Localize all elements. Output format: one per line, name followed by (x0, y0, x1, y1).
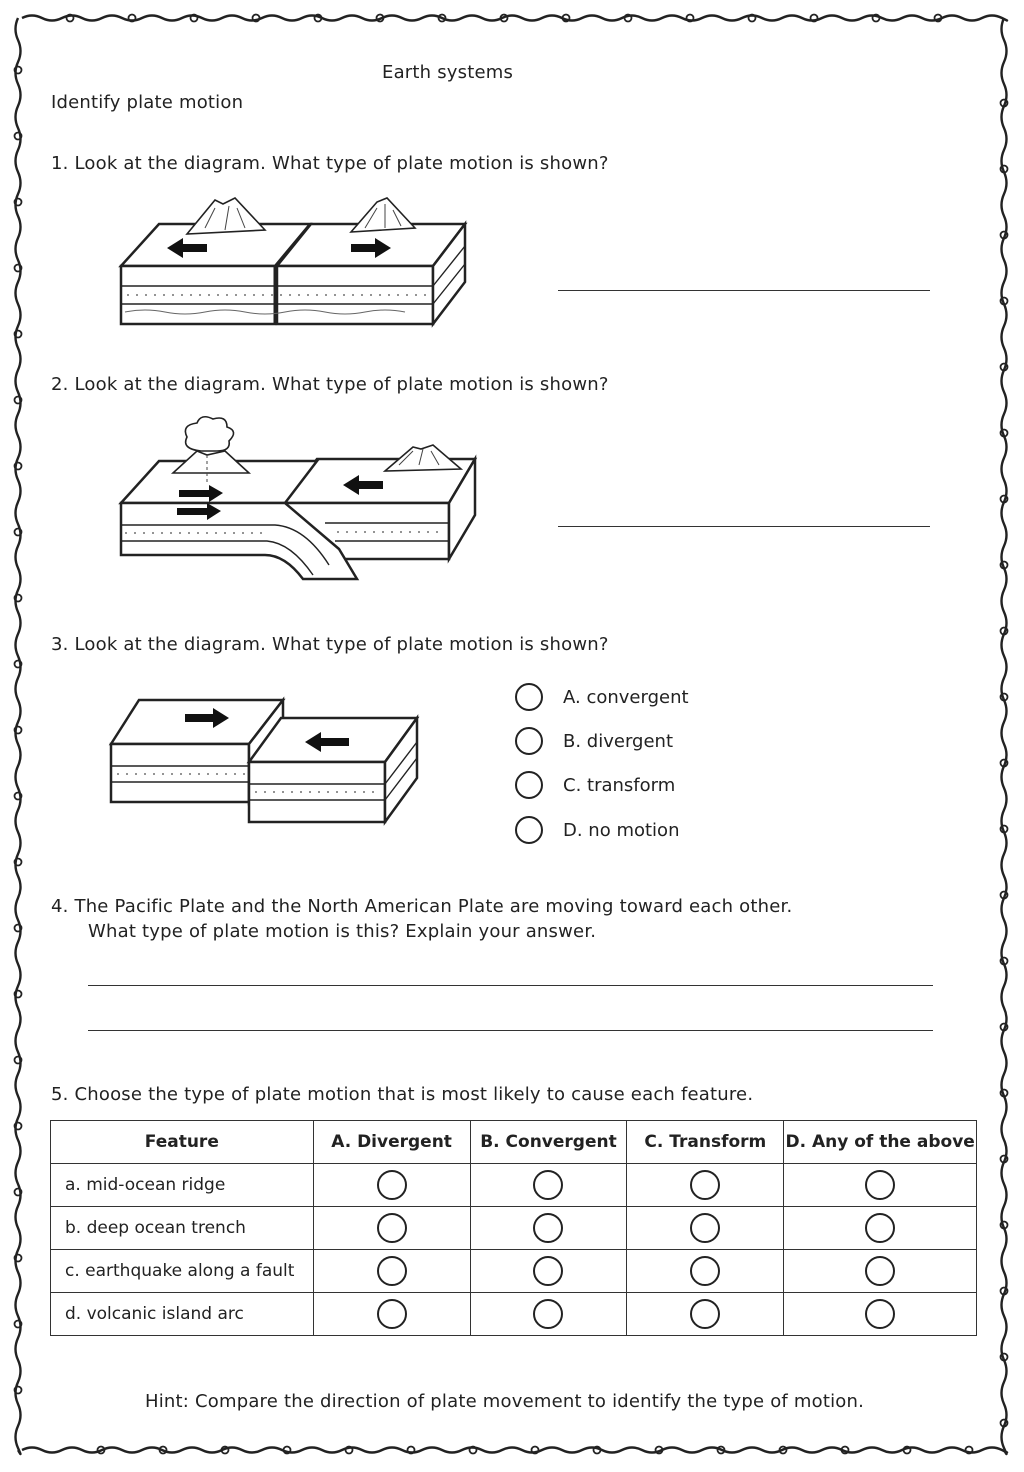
question-1-answer-line[interactable] (558, 290, 930, 291)
radio-circle-icon[interactable] (377, 1299, 407, 1329)
table-row (51, 1207, 977, 1250)
table-row (51, 1293, 977, 1336)
table-row (51, 1164, 977, 1207)
radio-circle-icon[interactable] (865, 1299, 895, 1329)
radio-circle-icon[interactable] (377, 1256, 407, 1286)
radio-circle-icon[interactable] (533, 1170, 563, 1200)
radio-circle-icon[interactable] (865, 1256, 895, 1286)
feature-name: d. volcanic island arc (51, 1293, 314, 1336)
q3-option-no-motion[interactable] (515, 816, 679, 844)
question-2-text: 2. Look at the diagram. What type of plate motion is shown? (51, 374, 609, 395)
column-header: D. Any of the above (784, 1121, 977, 1164)
radio-circle-icon[interactable] (533, 1256, 563, 1286)
q3-option-divergent[interactable] (515, 727, 673, 755)
radio-circle-icon[interactable] (690, 1256, 720, 1286)
radio-circle-icon[interactable] (377, 1170, 407, 1200)
q3-option-label: A. convergent (563, 686, 689, 708)
radio-circle-icon[interactable] (690, 1299, 720, 1329)
feature-name: a. mid-ocean ridge (51, 1164, 314, 1207)
radio-circle-icon[interactable] (515, 771, 543, 799)
question-4-answer-line-2[interactable] (88, 1030, 933, 1031)
radio-circle-icon[interactable] (533, 1213, 563, 1243)
worksheet-subtitle: Identify plate motion (51, 92, 244, 113)
radio-circle-icon[interactable] (515, 683, 543, 711)
question-3-text: 3. Look at the diagram. What type of plate motion is shown? (51, 634, 609, 655)
radio-circle-icon[interactable] (865, 1213, 895, 1243)
divergent-boundary-diagram (115, 190, 475, 330)
transform-boundary-diagram (105, 690, 425, 830)
column-header: Feature (51, 1121, 314, 1164)
radio-circle-icon[interactable] (865, 1170, 895, 1200)
q3-option-label: C. transform (563, 774, 676, 796)
column-header: C. Transform (627, 1121, 784, 1164)
convergent-subduction-diagram (115, 415, 485, 585)
hint-text: Hint: Compare the direction of plate movement to identify the type of motion. (145, 1391, 865, 1412)
q3-option-convergent[interactable] (515, 683, 689, 711)
question-5-text: 5. Choose the type of plate motion that is most likely to cause each feature. (51, 1084, 754, 1105)
q3-option-label: D. no motion (563, 819, 680, 841)
table-header-row (51, 1121, 977, 1164)
page-title: Earth systems (382, 62, 514, 83)
table-row (51, 1250, 977, 1293)
feature-name: b. deep ocean trench (51, 1207, 314, 1250)
radio-circle-icon[interactable] (690, 1213, 720, 1243)
q3-option-label: B. divergent (563, 730, 673, 752)
column-header: A. Divergent (313, 1121, 470, 1164)
radio-circle-icon[interactable] (690, 1170, 720, 1200)
question-1-text: 1. Look at the diagram. What type of plate motion is shown? (51, 153, 609, 174)
radio-circle-icon[interactable] (515, 727, 543, 755)
column-header: B. Convergent (470, 1121, 627, 1164)
radio-circle-icon[interactable] (377, 1213, 407, 1243)
q3-option-transform[interactable] (515, 771, 675, 799)
question-4-text-line-2: What type of plate motion is this? Explain your answer. (88, 921, 597, 942)
radio-circle-icon[interactable] (533, 1299, 563, 1329)
question-2-answer-line[interactable] (558, 526, 930, 527)
radio-circle-icon[interactable] (515, 816, 543, 844)
feature-name: c. earthquake along a fault (51, 1250, 314, 1293)
question-4-text: 4. The Pacific Plate and the North American Plate are moving toward each other. (51, 896, 793, 917)
question-4-answer-line-1[interactable] (88, 985, 933, 986)
feature-table (50, 1120, 977, 1336)
